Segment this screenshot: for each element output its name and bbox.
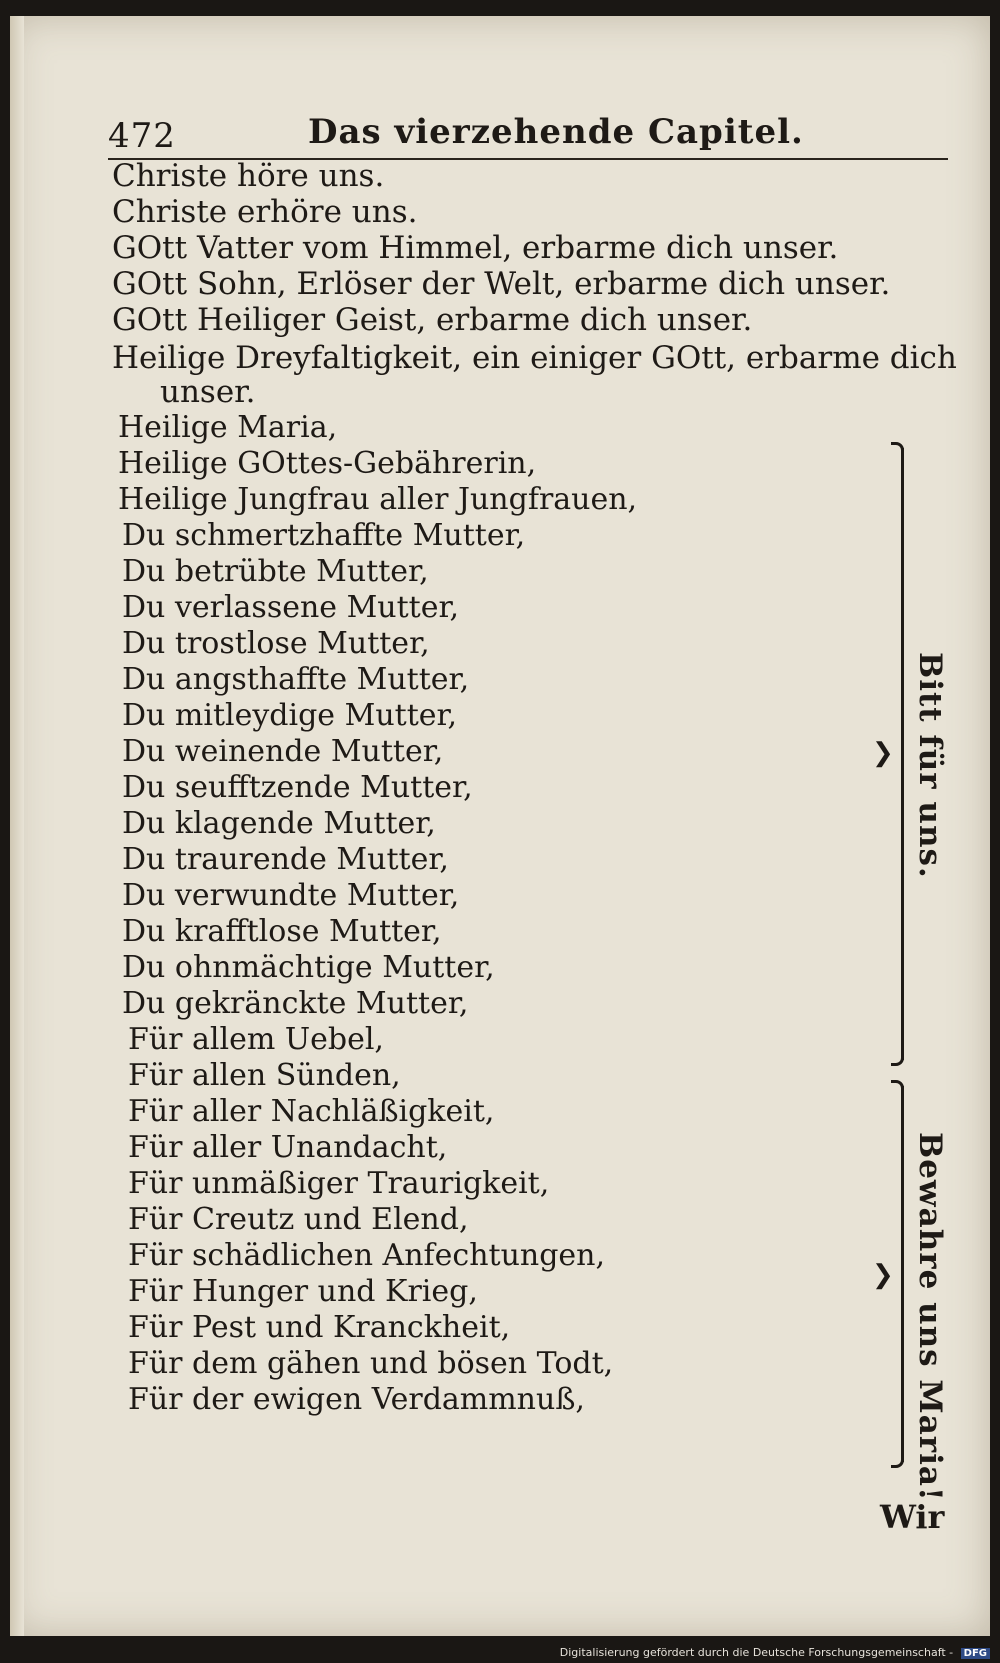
invocation-line: Heilige Jungfrau aller Jungfrauen,	[118, 482, 638, 517]
invocation-line: Du seufftzende Mutter,	[122, 770, 473, 805]
invocation-line: Für dem gähen und bösen Todt,	[128, 1346, 614, 1381]
intro-line: GOtt Heiliger Geist, erbarme dich unser.	[112, 302, 753, 338]
intro-line: Heilige Dreyfaltigkeit, ein einiger GOtt, erbarme dich	[112, 340, 957, 376]
invocation-line: Du trostlose Mutter,	[122, 626, 430, 661]
invocation-line: Für Pest und Kranckheit,	[128, 1310, 511, 1345]
intro-line: Christe höre uns.	[112, 158, 385, 194]
page-number: 472	[108, 116, 176, 156]
response-bewahre-uns-maria: Bewahre uns Maria!	[912, 1132, 948, 1502]
invocation-line: Für schädlichen Anfechtungen,	[128, 1238, 606, 1273]
intro-line: GOtt Sohn, Erlöser der Welt, erbarme dich unser.	[112, 266, 891, 302]
brace-tip: ❯	[872, 1260, 894, 1290]
invocation-line: Für allen Sünden,	[128, 1058, 401, 1093]
catchword: Wir	[880, 1498, 945, 1536]
invocation-line: Für aller Unandacht,	[128, 1130, 448, 1165]
invocation-line: Für Hunger und Krieg,	[128, 1274, 478, 1309]
invocation-line: Du verwundte Mutter,	[122, 878, 460, 913]
invocation-line: Für allem Uebel,	[128, 1022, 384, 1057]
invocation-line: Für aller Nachläßigkeit,	[128, 1094, 495, 1129]
invocation-line: Für Creutz und Elend,	[128, 1202, 469, 1237]
invocation-line: Du angsthaffte Mutter,	[122, 662, 470, 697]
intro-line: GOtt Vatter vom Himmel, erbarme dich unser.	[112, 230, 839, 266]
invocation-line: Du betrübte Mutter,	[122, 554, 429, 589]
page-header	[108, 112, 948, 160]
running-title: Das vierzehende Capitel.	[308, 112, 804, 152]
invocation-line: Du klagende Mutter,	[122, 806, 436, 841]
invocation-line: Du ohnmächtige Mutter,	[122, 950, 495, 985]
page-fold-shadow	[10, 16, 24, 1636]
brace-tip: ❯	[872, 738, 894, 768]
intro-line: Christe erhöre uns.	[112, 194, 418, 230]
invocation-line: Du gekränckte Mutter,	[122, 986, 469, 1021]
invocation-line: Für der ewigen Verdammnuß,	[128, 1382, 585, 1417]
invocation-line: Du traurende Mutter,	[122, 842, 449, 877]
invocation-line: Du verlassene Mutter,	[122, 590, 460, 625]
invocation-line: Du weinende Mutter,	[122, 734, 444, 769]
invocation-line: Heilige Maria,	[118, 410, 338, 445]
invocation-line: Für unmäßiger Traurigkeit,	[128, 1166, 550, 1201]
invocation-line: Heilige GOttes-Gebährerin,	[118, 446, 537, 481]
digitization-credit	[560, 1646, 990, 1659]
response-bitt-fur-uns: Bitt für uns.	[912, 652, 948, 879]
invocation-line: Du mitleydige Mutter,	[122, 698, 458, 733]
invocation-line: Du schmertzhaffte Mutter,	[122, 518, 526, 553]
invocation-line: Du krafftlose Mutter,	[122, 914, 442, 949]
intro-line: unser.	[160, 374, 256, 410]
credit-text: Digitalisierung gefördert durch die Deutsche Forschungsgemeinschaft -	[559, 1646, 954, 1659]
dfg-logo: DFG	[961, 1648, 990, 1659]
